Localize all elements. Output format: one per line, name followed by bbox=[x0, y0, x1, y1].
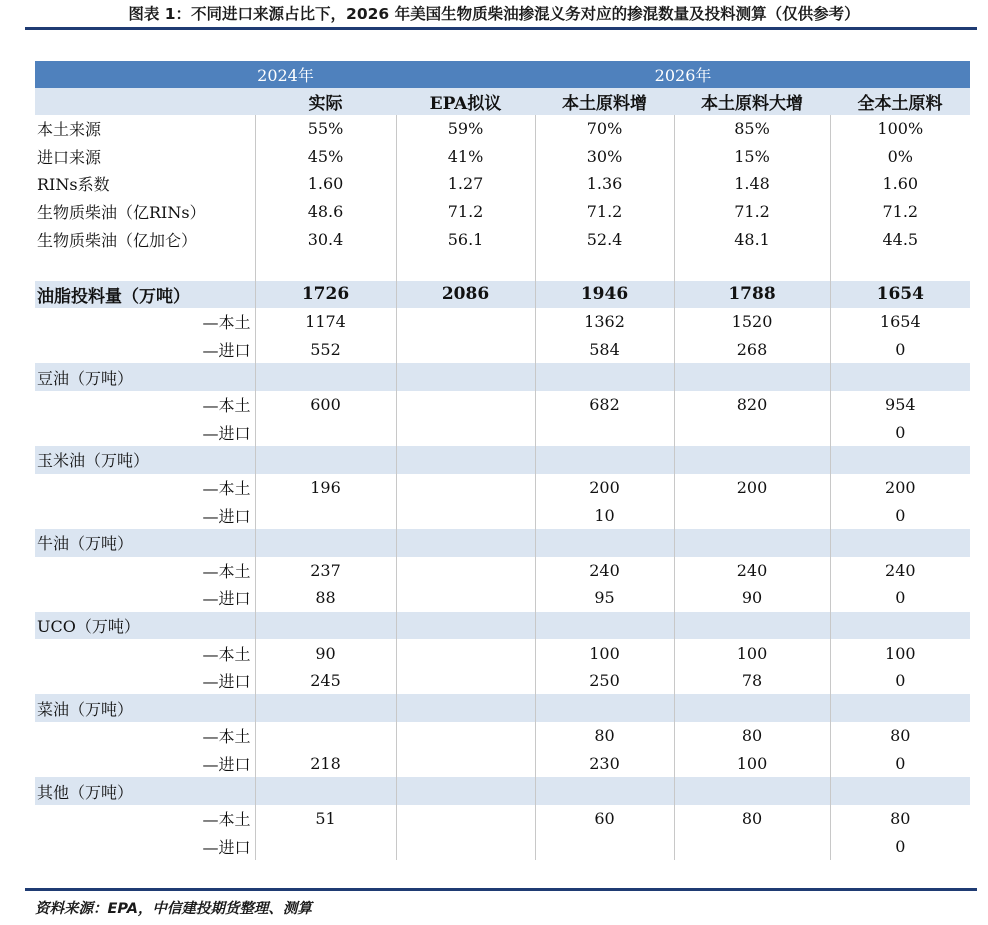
table-cell: 71.2 bbox=[882, 202, 919, 222]
column-header: 实际 bbox=[255, 88, 396, 115]
table-cell bbox=[830, 529, 970, 557]
row-label: —进口 bbox=[35, 501, 255, 529]
column-header-row bbox=[35, 88, 970, 115]
table-cell bbox=[396, 639, 535, 667]
table-cell: 80 bbox=[535, 722, 674, 750]
table-cell bbox=[396, 832, 535, 860]
table-cell: 237 bbox=[255, 557, 396, 585]
table-cell bbox=[674, 612, 830, 640]
row-label: —本土 bbox=[35, 722, 255, 750]
table-cell bbox=[674, 777, 830, 805]
table-cell: 100% bbox=[877, 119, 924, 139]
source-note: 资料来源：EPA，中信建投期货整理、测算 bbox=[35, 901, 312, 917]
table-cell: 88 bbox=[255, 584, 396, 612]
table-cell: 48.6 bbox=[255, 198, 396, 226]
table-cell: 1654 bbox=[879, 312, 921, 332]
table-cell bbox=[255, 363, 396, 391]
table-cell: 1174 bbox=[255, 308, 396, 336]
row-label: —进口 bbox=[35, 419, 255, 447]
table-cell: 0 bbox=[895, 588, 906, 608]
table-cell: 250 bbox=[535, 667, 674, 695]
table-cell bbox=[255, 694, 396, 722]
table-cell bbox=[830, 777, 970, 805]
row-label: —进口 bbox=[35, 584, 255, 612]
table-row bbox=[35, 253, 970, 281]
table-cell: 1520 bbox=[674, 308, 830, 336]
table-cell: 682 bbox=[535, 391, 674, 419]
table-row bbox=[35, 281, 970, 309]
row-label: —本土 bbox=[35, 557, 255, 585]
table-cell bbox=[535, 419, 674, 447]
table-cell bbox=[396, 501, 535, 529]
table-cell: 218 bbox=[255, 750, 396, 778]
table-cell bbox=[255, 446, 396, 474]
table-cell bbox=[535, 832, 674, 860]
row-label: —进口 bbox=[35, 750, 255, 778]
table-cell bbox=[396, 391, 535, 419]
bottom-divider bbox=[25, 888, 977, 891]
table-cell bbox=[830, 694, 970, 722]
row-label: 豆油（万吨） bbox=[35, 363, 255, 391]
table-row bbox=[35, 336, 970, 364]
table-cell bbox=[396, 722, 535, 750]
table-cell: 80 bbox=[674, 805, 830, 833]
table-cell bbox=[674, 446, 830, 474]
table-cell bbox=[396, 750, 535, 778]
table-cell: 100 bbox=[674, 639, 830, 667]
row-label: 牛油（万吨） bbox=[35, 529, 255, 557]
table-cell: 71.2 bbox=[674, 198, 830, 226]
table-cell: 60 bbox=[535, 805, 674, 833]
table-cell bbox=[255, 529, 396, 557]
table-cell: 71.2 bbox=[535, 198, 674, 226]
table-row bbox=[35, 694, 970, 722]
table-row bbox=[35, 529, 970, 557]
table-cell: 200 bbox=[535, 474, 674, 502]
table-cell bbox=[255, 722, 396, 750]
row-label: —进口 bbox=[35, 667, 255, 695]
table-cell bbox=[830, 612, 970, 640]
table-cell bbox=[396, 612, 535, 640]
table-row bbox=[35, 501, 970, 529]
table-cell: 55% bbox=[255, 115, 396, 143]
table-cell bbox=[396, 557, 535, 585]
table-row bbox=[35, 391, 970, 419]
table-cell bbox=[396, 446, 535, 474]
year-header-row bbox=[35, 61, 970, 88]
table-cell: 240 bbox=[535, 557, 674, 585]
table-cell: 1.36 bbox=[535, 170, 674, 198]
table-cell: 600 bbox=[255, 391, 396, 419]
table-cell: 71.2 bbox=[396, 198, 535, 226]
table-cell: 15% bbox=[674, 143, 830, 171]
table-cell bbox=[396, 805, 535, 833]
table-cell bbox=[396, 529, 535, 557]
table-row bbox=[35, 363, 970, 391]
table-row bbox=[35, 639, 970, 667]
table-row bbox=[35, 750, 970, 778]
table-cell: 85% bbox=[674, 115, 830, 143]
table-cell bbox=[396, 667, 535, 695]
row-label bbox=[35, 253, 255, 281]
table-cell bbox=[535, 446, 674, 474]
table-cell: 200 bbox=[885, 478, 916, 498]
year-2026-header: 2026年 bbox=[396, 61, 970, 88]
table-row bbox=[35, 170, 970, 198]
row-label: 其他（万吨） bbox=[35, 777, 255, 805]
row-label: —本土 bbox=[35, 639, 255, 667]
row-label: 生物质柴油（亿RINs） bbox=[35, 198, 255, 226]
row-label: —本土 bbox=[35, 308, 255, 336]
figure-title: 图表 1：不同进口来源占比下，2026 年美国生物质柴油掺混义务对应的掺混数量及投料测算（仅供参考） bbox=[128, 5, 860, 23]
table-cell bbox=[396, 253, 535, 281]
table-cell: 1.27 bbox=[396, 170, 535, 198]
table-cell bbox=[674, 363, 830, 391]
table-cell: 100 bbox=[885, 643, 916, 663]
table-cell: 100 bbox=[535, 639, 674, 667]
table-cell: 2086 bbox=[396, 281, 535, 309]
table-cell bbox=[255, 419, 396, 447]
row-label: 进口来源 bbox=[35, 143, 255, 171]
table-cell bbox=[396, 308, 535, 336]
table-cell: 90 bbox=[255, 639, 396, 667]
table-cell: 1.60 bbox=[255, 170, 396, 198]
table-cell: 30% bbox=[535, 143, 674, 171]
table-cell: 245 bbox=[255, 667, 396, 695]
row-label: —本土 bbox=[35, 474, 255, 502]
table-cell bbox=[535, 777, 674, 805]
table-cell bbox=[255, 612, 396, 640]
row-label: 油脂投料量（万吨） bbox=[35, 281, 255, 309]
table-row bbox=[35, 557, 970, 585]
table-cell bbox=[674, 832, 830, 860]
table-cell bbox=[255, 501, 396, 529]
table-cell bbox=[674, 694, 830, 722]
row-label: —进口 bbox=[35, 832, 255, 860]
table-cell: 1726 bbox=[255, 281, 396, 309]
table-cell: 45% bbox=[255, 143, 396, 171]
table-cell: 0 bbox=[895, 836, 906, 856]
table-cell bbox=[674, 419, 830, 447]
table-cell: 584 bbox=[535, 336, 674, 364]
column-header: 本土原料增 bbox=[535, 88, 674, 115]
table-row bbox=[35, 805, 970, 833]
row-label: 本土来源 bbox=[35, 115, 255, 143]
year-2024-header: 2024年 bbox=[35, 61, 396, 88]
table-cell bbox=[396, 474, 535, 502]
row-label: 生物质柴油（亿加仑） bbox=[35, 225, 255, 253]
table-cell bbox=[830, 363, 970, 391]
table-cell: 0 bbox=[895, 753, 906, 773]
table-cell: 44.5 bbox=[882, 229, 919, 249]
table-row bbox=[35, 308, 970, 336]
column-header: 本土原料大增 bbox=[674, 88, 830, 115]
table-row bbox=[35, 446, 970, 474]
table-cell: 80 bbox=[890, 809, 911, 829]
table-cell: 0 bbox=[895, 671, 906, 691]
table-cell bbox=[255, 832, 396, 860]
table-row bbox=[35, 832, 970, 860]
table-cell: 95 bbox=[535, 584, 674, 612]
table-cell: 48.1 bbox=[674, 225, 830, 253]
table-row bbox=[35, 722, 970, 750]
table-cell: 0 bbox=[895, 505, 906, 525]
column-header: 全本土原料 bbox=[830, 88, 970, 115]
table-cell bbox=[396, 363, 535, 391]
row-label: —进口 bbox=[35, 336, 255, 364]
table-cell: 90 bbox=[674, 584, 830, 612]
table-cell: 52.4 bbox=[535, 225, 674, 253]
table-cell: 1.60 bbox=[882, 174, 919, 194]
column-header: EPA拟议 bbox=[396, 88, 535, 115]
table-row bbox=[35, 198, 970, 226]
table-cell: 1946 bbox=[535, 281, 674, 309]
table-cell bbox=[255, 253, 396, 281]
table-cell: 954 bbox=[885, 395, 916, 415]
table-cell bbox=[535, 253, 674, 281]
table-row bbox=[35, 777, 970, 805]
table-cell bbox=[674, 529, 830, 557]
table-cell: 820 bbox=[674, 391, 830, 419]
row-label: —本土 bbox=[35, 391, 255, 419]
table-cell bbox=[396, 694, 535, 722]
table-row bbox=[35, 115, 970, 143]
table-cell: 196 bbox=[255, 474, 396, 502]
table-cell: 1788 bbox=[674, 281, 830, 309]
table-row bbox=[35, 143, 970, 171]
table-row bbox=[35, 474, 970, 502]
table-row bbox=[35, 667, 970, 695]
row-label: —本土 bbox=[35, 805, 255, 833]
table-cell bbox=[674, 253, 830, 281]
row-label: UCO（万吨） bbox=[35, 612, 255, 640]
table-cell: 0 bbox=[895, 422, 906, 442]
table-cell: 100 bbox=[674, 750, 830, 778]
table-cell bbox=[396, 336, 535, 364]
table-cell: 552 bbox=[255, 336, 396, 364]
table-cell bbox=[396, 584, 535, 612]
table-cell bbox=[535, 363, 674, 391]
table-cell: 230 bbox=[535, 750, 674, 778]
table-cell: 0 bbox=[895, 340, 906, 360]
data-table bbox=[35, 61, 970, 860]
table-cell: 240 bbox=[885, 560, 916, 580]
row-label: 菜油（万吨） bbox=[35, 694, 255, 722]
table-cell bbox=[396, 419, 535, 447]
table-cell bbox=[830, 446, 970, 474]
table-cell: 268 bbox=[674, 336, 830, 364]
table-cell bbox=[674, 501, 830, 529]
table-row bbox=[35, 225, 970, 253]
row-label: RINs系数 bbox=[35, 170, 255, 198]
table-row bbox=[35, 612, 970, 640]
table-cell bbox=[830, 253, 970, 281]
table-cell bbox=[535, 529, 674, 557]
row-label: 玉米油（万吨） bbox=[35, 446, 255, 474]
table-cell: 1362 bbox=[535, 308, 674, 336]
table-cell: 80 bbox=[674, 722, 830, 750]
table-cell: 30.4 bbox=[255, 225, 396, 253]
top-divider bbox=[25, 27, 977, 30]
table-cell bbox=[396, 777, 535, 805]
table-cell: 59% bbox=[396, 115, 535, 143]
table-row bbox=[35, 584, 970, 612]
table-cell: 70% bbox=[535, 115, 674, 143]
table-cell: 78 bbox=[674, 667, 830, 695]
table-cell: 80 bbox=[890, 726, 911, 746]
column-header-blank bbox=[35, 88, 255, 115]
table-cell: 1654 bbox=[830, 281, 970, 309]
table-row bbox=[35, 419, 970, 447]
table-cell: 1.48 bbox=[674, 170, 830, 198]
table-cell: 10 bbox=[535, 501, 674, 529]
table-cell: 0% bbox=[887, 146, 913, 166]
table-cell: 200 bbox=[674, 474, 830, 502]
table-cell: 56.1 bbox=[396, 225, 535, 253]
table-cell bbox=[535, 694, 674, 722]
table-cell: 51 bbox=[255, 805, 396, 833]
table-cell: 240 bbox=[674, 557, 830, 585]
table-cell: 41% bbox=[396, 143, 535, 171]
table-cell bbox=[535, 612, 674, 640]
table-cell bbox=[255, 777, 396, 805]
